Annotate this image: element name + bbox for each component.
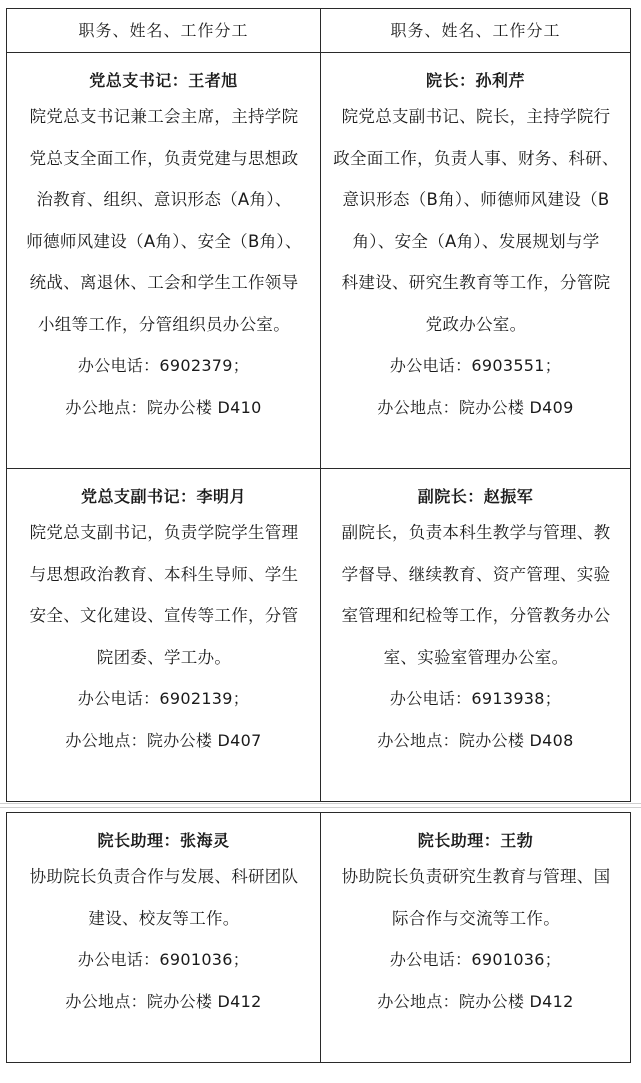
office-location: 办公地点：院办公楼 D409	[377, 397, 574, 417]
desc-line: 室、实验室管理办公室。	[383, 647, 569, 667]
desc-line: 室管理和纪检等工作，分管教务办公	[341, 606, 611, 625]
cell-description	[328, 512, 624, 678]
desc-line: 协助院长负责合作与发展、科研团队	[29, 867, 299, 886]
desc-line: 党政办公室。	[425, 314, 527, 334]
leadership-table-continued	[6, 812, 631, 1063]
header-row	[7, 9, 631, 53]
office-phone: 办公电话：6902379；	[77, 356, 250, 375]
desc-line: 角）、安全（A角）、发展规划与学	[352, 231, 600, 251]
desc-line: 院团委、学工办。	[96, 647, 232, 667]
desc-line: 治教育、组织、意识形态（A角）、	[36, 190, 292, 209]
desc-line: 安全、文化建设、宣传等工作，分管	[29, 606, 299, 625]
desc-line: 学督导、继续教育、资产管理、实验	[341, 564, 611, 584]
header-cell-right: 职务、姓名、工作分工	[321, 9, 631, 53]
cell-description	[328, 856, 624, 939]
cell-title: 院长：孙利芹	[425, 71, 525, 90]
cell-title: 院长助理：王勃	[417, 831, 534, 850]
office-phone: 办公电话：6913938；	[389, 689, 562, 708]
desc-line: 政全面工作，负责人事、财务、科研、	[333, 148, 619, 168]
desc-line: 建设、校友等工作。	[88, 908, 240, 928]
cell-deputy-party-secretary	[7, 469, 321, 802]
leadership-table-main	[6, 8, 631, 802]
cell-party-secretary	[7, 53, 321, 469]
cell-title: 党总支副书记：李明月	[80, 487, 246, 506]
desc-line: 与思想政治教育、本科生导师、学生	[29, 564, 299, 584]
table-row	[7, 53, 631, 469]
cell-title: 副院长：赵振军	[417, 487, 534, 506]
office-location: 办公地点：院办公楼 D407	[65, 730, 262, 750]
cell-description	[14, 96, 314, 345]
cell-dean-assistant-zhang	[7, 813, 321, 1063]
desc-line: 院党总支副书记、院长，主持学院行	[341, 107, 611, 126]
header-cell-left: 职务、姓名、工作分工	[7, 9, 321, 53]
desc-line: 统战、离退休、工会和学生工作领导	[29, 273, 299, 292]
office-phone: 办公电话：6903551；	[389, 356, 562, 375]
table-row	[7, 469, 631, 802]
office-phone: 办公电话：6902139；	[77, 689, 250, 708]
desc-line: 意识形态（B角）、师德师风建设（B	[342, 190, 610, 209]
table-row	[7, 813, 631, 1063]
desc-line: 师德师风建设（A角）、安全（B角）、	[26, 231, 302, 251]
cell-dean-assistant-wang	[321, 813, 631, 1063]
desc-line: 院党总支副书记，负责学院学生管理	[29, 523, 299, 542]
desc-line: 际合作与交流等工作。	[392, 908, 560, 928]
cell-dean	[321, 53, 631, 469]
office-phone: 办公电话：6901036；	[77, 950, 250, 969]
cell-title: 院长助理：张海灵	[97, 831, 230, 850]
desc-line: 协助院长负责研究生教育与管理、国	[341, 867, 611, 886]
desc-line: 党总支全面工作，负责党建与思想政	[29, 148, 299, 168]
office-location: 办公地点：院办公楼 D408	[377, 730, 574, 750]
cell-title: 党总支书记：王者旭	[89, 71, 238, 90]
desc-line: 小组等工作，分管组织员办公室。	[38, 314, 290, 334]
cell-vice-dean	[321, 469, 631, 802]
office-phone: 办公电话：6901036；	[389, 950, 562, 969]
office-location: 办公地点：院办公楼 D412	[377, 991, 574, 1011]
office-location: 办公地点：院办公楼 D410	[65, 397, 262, 417]
cell-description	[14, 856, 314, 939]
office-location: 办公地点：院办公楼 D412	[65, 991, 262, 1011]
cell-description	[328, 96, 624, 345]
cell-description	[14, 512, 314, 678]
desc-line: 科建设、研究生教育等工作，分管院	[341, 273, 611, 292]
page-separator	[0, 803, 641, 808]
desc-line: 副院长，负责本科生教学与管理、教	[341, 523, 611, 542]
desc-line: 院党总支书记兼工会主席，主持学院	[29, 107, 299, 126]
